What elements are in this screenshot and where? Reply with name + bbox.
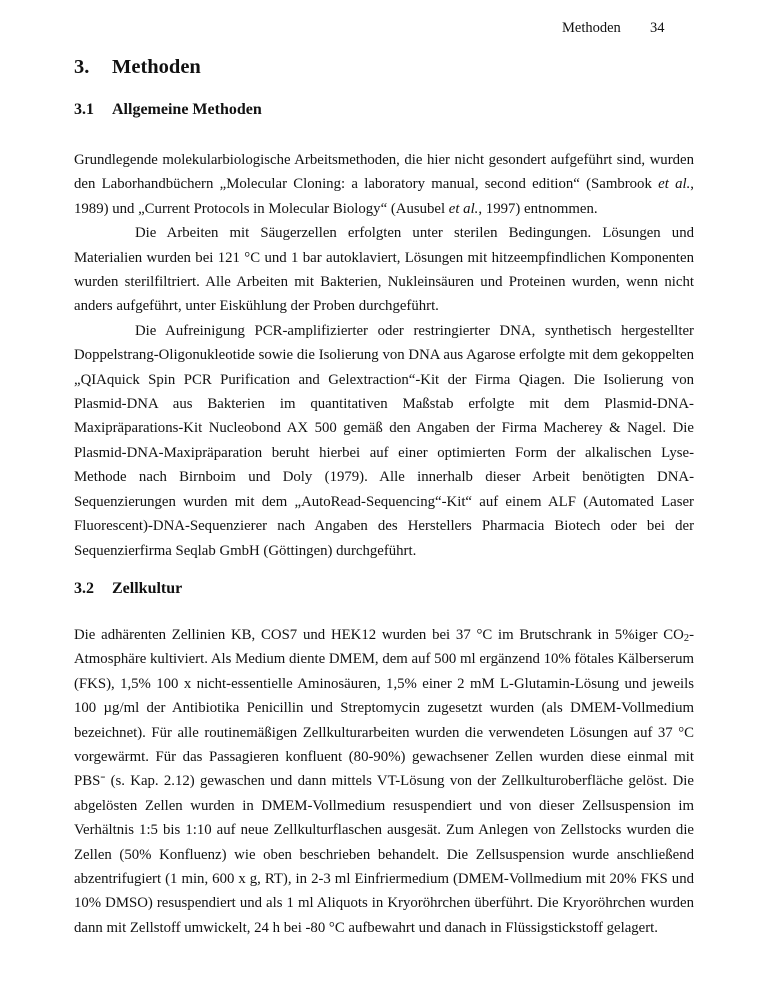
text-run: Grundlegende molekularbiologische Arbeitsmethoden, die hier nicht gesondert aufgeführt sind, wurden den Laborhandbüchern „Molecular Cloning: a laboratory manual, second edition“ (Sambrook xyxy=(74,152,694,193)
section-title: Allgemeine Methoden xyxy=(112,101,262,118)
paragraph: Die Arbeiten mit Säugerzellen erfolgten unter sterilen Bedingungen. Lösungen und Materialien wurden bei 121 °C und 1 bar autoklaviert, Lösungen mit hitzeempfindlichen Komponenten wurden sterilfiltriert. Alle Arbeiten mit Bakterien, Nukleinsäuren und Proteinen wurden, wenn nicht anders aufgeführt, unter Eiskühlung der Proben durchgeführt. xyxy=(74,225,694,315)
chapter-title: Methoden xyxy=(112,56,201,78)
paragraph xyxy=(74,148,694,221)
text-run: , 1989) und „Current Protocols in Molecular Biology“ (Ausubel xyxy=(74,176,694,217)
text-run: , 1997) entnommen. xyxy=(478,200,598,217)
running-header-title: Methoden xyxy=(562,20,621,36)
italic-citation: et al. xyxy=(448,200,479,217)
text-run: -Atmosphäre kultiviert. Als Medium diente DMEM, dem auf 500 ml ergänzend 10% fötales Kälberserum (FKS), 1,5% 100 x nicht-essentielle Aminosäuren, 1,5% einer 2 mM L-Glutamin-Lösung und jeweils 100 µg/ml der Antibiotika Penicillin und Streptomycin zugesetzt wurden (als DMEM-Vollmedium bezeichnet). Für alle routinemäßigen Zellkulturarbeiten wurden die verwendeten Lösungen auf 37 °C vorgewärmt. Für das Passagieren konfluent (80-90%) gewachsener Zellen wurden diese einmal mit PBS xyxy=(74,627,694,790)
chapter-number: 3. xyxy=(74,56,90,78)
page-number: 34 xyxy=(650,20,665,36)
subscript: 2 xyxy=(683,633,690,644)
superscript: = xyxy=(100,772,106,783)
text-run: Die adhärenten Zellinien KB, COS7 und HEK12 wurden bei 37 °C im Brutschrank in 5%iger CO xyxy=(74,627,684,643)
section-title: Zellkultur xyxy=(112,580,183,597)
section-body-3-2 xyxy=(74,623,694,940)
chapter-heading xyxy=(74,56,201,79)
section-number: 3.2 xyxy=(74,580,94,597)
text-run: (s. Kap. 2.12) gewaschen und dann mittels VT-Lösung von der Zellkulturoberfläche gelöst. Die abgelösten Zellen wurden in DMEM-Vollmedium resuspendiert und von dieser Zellsuspension im Verhältnis 1:5 bis 1:10 auf neue Zellkulturflaschen ausgesät. Zum Anlegen von Zellstocks wurden die Zellen (50% Konfluenz) wie oben beschrieben behandelt. Die Zellsuspension wurde anschließend abzentrifugiert (1 min, 600 x g, RT), in 2-3 ml Einfriermedium (DMEM-Vollmedium mit 20% FKS und 10% DMSO) resuspendiert und als 1 ml Aliquots in Kryoröhrchen überführt. Die Kryoröhrchen wurden dann mit Zellstoff umwickelt, 24 h bei -80 °C aufbewahrt und danach in Flüssigstickstoff gelagert. xyxy=(74,773,694,936)
italic-citation: et al. xyxy=(658,176,691,193)
paragraph xyxy=(74,623,694,940)
section-heading-3-2 xyxy=(74,580,182,598)
section-number: 3.1 xyxy=(74,101,94,118)
running-header xyxy=(0,20,768,40)
section-body-3-1 xyxy=(74,148,694,563)
section-heading-3-1 xyxy=(74,101,262,119)
paragraph: Die Aufreinigung PCR-amplifizierter oder restringierter DNA, synthetisch hergestellter Doppelstrang-Oligonukleotide sowie die Isolierung von DNA aus Agarose erfolgte mit dem gekoppelten „QIAquick Spin PCR Purification and Gelextraction“-Kit der Firma Qiagen. Die Isolierung von Plasmid-DNA aus Bakterien im quantitativen Maßstab erfolgte mit dem Plasmid-DNA-Maxipräparations-Kit Nucleobond AX 500 gemäß den Angaben der Firma Macherey & Nagel. Die Plasmid-DNA-Maxipräparation beruht hierbei auf einer optimierten Form der alkalischen Lyse-Methode nach Birnboim und Doly (1979). Alle innerhalb dieser Arbeit benötigten DNA-Sequenzierungen wurden mit dem „AutoRead-Sequencing“-Kit“ auf einem ALF (Automated Laser Fluorescent)-DNA-Sequenzierer nach Angaben des Herstellers Pharmacia Biotech oder bei der Sequenzierfirma Seqlab GmbH (Göttingen) durchgeführt. xyxy=(74,322,694,559)
